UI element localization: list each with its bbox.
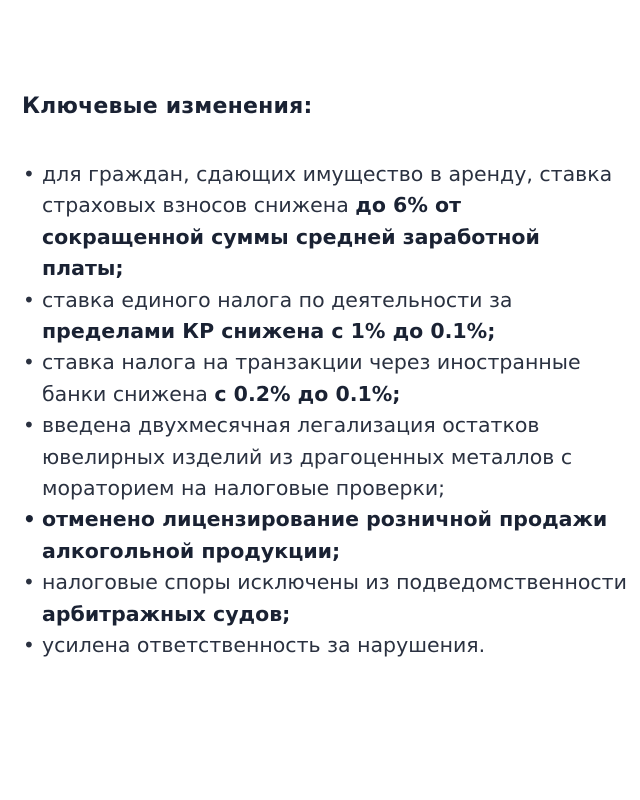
list-item <box>22 285 627 348</box>
bullet-icon: • <box>23 162 35 186</box>
bullet-icon: • <box>23 570 35 595</box>
bold-text: арбитражных судов; <box>42 601 291 626</box>
bold-text: отменено лицензирование розничной продажи алкогольной продукции; <box>42 507 608 563</box>
bullet-icon: • <box>23 350 35 375</box>
heading: Ключевые изменения: <box>22 94 313 119</box>
list-item <box>22 410 627 504</box>
bullet-icon: • <box>23 633 35 658</box>
item-text: ставка единого налога по деятельности за <box>42 287 513 312</box>
changes-list <box>22 159 627 662</box>
list-item <box>22 159 627 285</box>
bullet-icon: • <box>23 413 35 438</box>
bold-text: пределами КР снижена с 1% до 0.1%; <box>42 319 496 344</box>
bullet-icon: • <box>23 507 36 532</box>
bold-text: до 6% от сокращенной суммы средней заработной платы; <box>42 193 540 281</box>
bullet-icon: • <box>23 287 35 312</box>
item-text: усилена ответственность за нарушения. <box>42 633 486 658</box>
list-item <box>22 504 627 567</box>
item-text: для граждан, сдающих имущество в аренду, ставка страховых взносов снижена <box>42 162 613 218</box>
item-text: введена двухмесячная легализация остатков ювелирных изделий из драгоценных металлов с мораторием на налоговые проверки; <box>42 413 573 501</box>
bold-text: с 0.2% до 0.1%; <box>214 381 401 406</box>
list-item <box>22 630 627 661</box>
list-item <box>22 347 627 410</box>
list-item <box>22 567 627 630</box>
item-text: налоговые споры исключены из подведомственности <box>42 570 627 595</box>
item-text: ставка налога на транзакции через иностранные банки снижена <box>42 350 581 406</box>
